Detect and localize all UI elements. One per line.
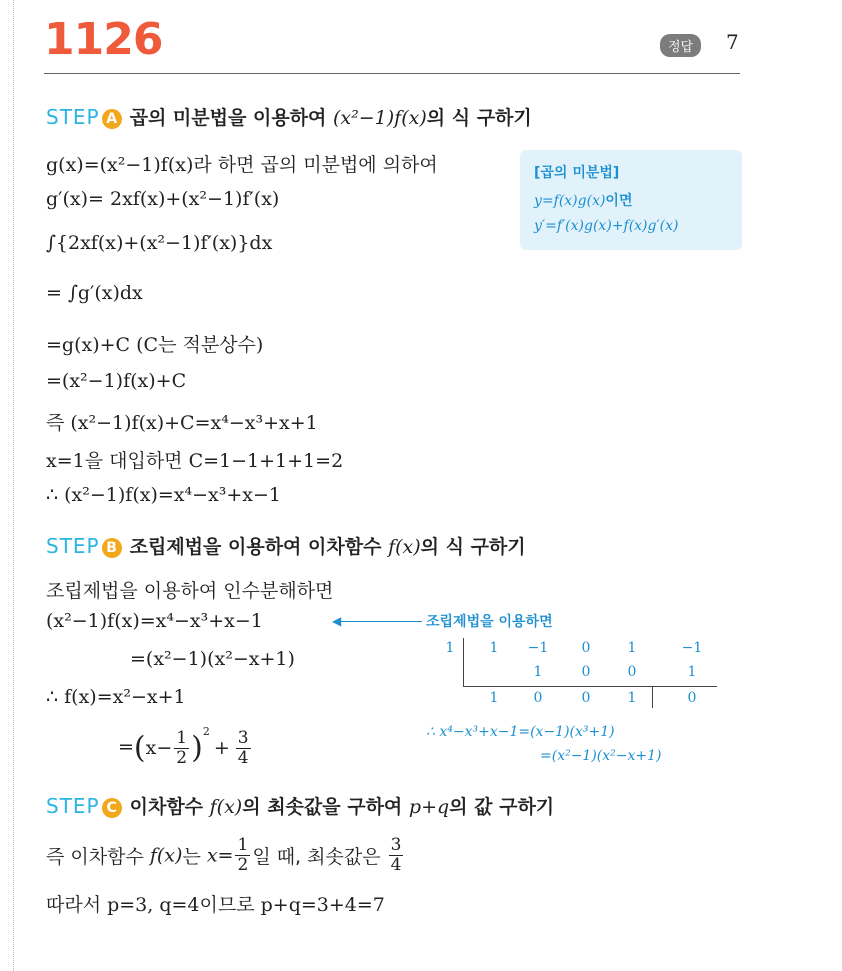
- vertex-half-fraction: [174, 729, 189, 768]
- step-b-circle: B: [102, 538, 122, 558]
- tip-line-2: y′=f′(x)g(x)+f(x)g′(x): [534, 218, 679, 234]
- vertex-left-paren: (: [133, 730, 146, 766]
- tip-title: [곱의 미분법]: [534, 165, 620, 181]
- step-a-heading: [46, 103, 532, 130]
- vertex-plus: +: [213, 737, 230, 759]
- step-a-line-3: ∫{2xf(x)+(x²−1)f′(x)}dx: [46, 232, 273, 254]
- step-b-title-math: f(x): [388, 536, 421, 558]
- syn-r1-c5: −1: [681, 640, 703, 656]
- step-c-min-fraction: [389, 836, 404, 875]
- step-c-half-num: 1: [237, 835, 249, 855]
- step-c-half-fraction: [235, 836, 250, 875]
- vertex-form: [118, 725, 253, 768]
- step-c-half-den: 2: [237, 855, 249, 875]
- vertex-const-fraction: [236, 729, 251, 768]
- step-a-line-1: g(x)=(x²−1)f(x)라 하면 곱의 미분법에 의하여: [46, 154, 438, 176]
- step-b-title-post: 의 식 구하기: [420, 536, 526, 558]
- tip-line-1-post: 이면: [605, 193, 633, 209]
- step-a-label: STEP: [46, 105, 100, 129]
- answer-value: 7: [726, 30, 739, 54]
- step-a-line-7: 즉 (x²−1)f(x)+C=x⁴−x³+x+1: [46, 412, 318, 434]
- vertex-const-den: 4: [237, 747, 249, 768]
- step-a-title-post: 의 식 구하기: [426, 107, 532, 129]
- syn-horizontal-rule: [463, 686, 717, 687]
- vertex-exponent: 2: [202, 725, 210, 738]
- syn-r3-c4: 1: [627, 690, 637, 706]
- syn-r2-c3: 0: [581, 664, 591, 680]
- step-b-line-3: =(x²−1)(x²−x+1): [130, 648, 295, 670]
- tip-line-1: [534, 190, 632, 210]
- page-margin-rule: [13, 0, 14, 971]
- step-c-title-post: 의 값 구하기: [449, 796, 555, 818]
- annotation-arrow-line: [338, 621, 422, 622]
- step-c-min-num: 3: [390, 835, 402, 855]
- syn-r2-c4: 0: [627, 664, 637, 680]
- syn-r3-c2: 0: [533, 690, 543, 706]
- syn-result-2: =(x²−1)(x²−x+1): [540, 748, 662, 764]
- vertex-half-num: 1: [176, 727, 188, 748]
- syn-r3-c5: 0: [687, 690, 697, 706]
- step-c-line-1: [46, 836, 405, 875]
- step-c-line1-math2: x=: [206, 844, 234, 867]
- step-a-line-6: =(x²−1)f(x)+C: [46, 370, 187, 392]
- syn-divisor: 1: [445, 640, 455, 656]
- step-b-line-2: (x²−1)f(x)=x⁴−x³+x−1: [46, 610, 263, 632]
- tip-line-1-math: y=f(x)g(x): [534, 193, 606, 209]
- step-c-line1-pre: 즉 이차함수: [46, 846, 150, 868]
- step-a-title-math: (x²−1)f(x): [333, 107, 427, 129]
- syn-r3-c3: 0: [581, 690, 591, 706]
- syn-r1-c3: 0: [581, 640, 591, 656]
- header-divider: [44, 73, 740, 74]
- step-c-line1-mid: 는: [182, 846, 207, 868]
- step-a-line-9: ∴ (x²−1)f(x)=x⁴−x³+x−1: [46, 484, 282, 506]
- vertex-prefix: =: [118, 736, 134, 758]
- syn-r1-c1: 1: [489, 640, 499, 656]
- annotation-arrow-head: ◀: [332, 614, 342, 628]
- step-c-title-math: f(x): [209, 796, 243, 818]
- syn-r3-c1: 1: [489, 690, 499, 706]
- step-a-title-pre: 곱의 미분법을 이용하여: [129, 107, 333, 129]
- step-b-label: STEP: [46, 534, 100, 558]
- step-b-title-pre: 조립제법을 이용하여 이차함수: [129, 536, 389, 558]
- step-c-min-den: 4: [390, 855, 402, 875]
- step-c-circle: C: [102, 798, 122, 818]
- step-b-line-1: 조립제법을 이용하여 인수분해하면: [46, 580, 334, 602]
- vertex-const-num: 3: [237, 727, 249, 748]
- step-c-line-2: 따라서 p=3, q=4이므로 p+q=3+4=7: [46, 894, 385, 916]
- syn-r1-c2: −1: [527, 640, 549, 656]
- step-c-title-mid: 의 최솟값을 구하여: [242, 796, 409, 818]
- step-c-heading: [46, 792, 554, 819]
- syn-r2-c2: 1: [533, 664, 543, 680]
- step-a-line-2: g′(x)= 2xf(x)+(x²−1)f′(x): [46, 188, 280, 210]
- vertex-half-den: 2: [176, 747, 188, 768]
- synthetic-annotation: 조립제법을 이용하면: [426, 614, 553, 630]
- step-c-line1-post: 일 때, 최솟값은: [252, 846, 387, 868]
- step-a-line-8: x=1을 대입하면 C=1−1+1+1=2: [46, 450, 344, 472]
- step-c-label: STEP: [46, 794, 100, 818]
- step-c-title-math2: p+q: [408, 796, 450, 818]
- problem-number: 1126: [44, 14, 163, 65]
- vertex-right-paren: ): [191, 730, 203, 766]
- syn-result-1: ∴ x⁴−x³+x−1=(x−1)(x³+1): [426, 724, 615, 740]
- syn-r1-c4: 1: [627, 640, 637, 656]
- vertex-inner: x−: [145, 737, 173, 759]
- step-a-line-4: = ∫g′(x)dx: [46, 282, 143, 304]
- step-b-line-4: ∴ f(x)=x²−x+1: [46, 686, 186, 708]
- syn-remainder-rule: [652, 686, 653, 708]
- step-a-circle: A: [102, 109, 122, 129]
- syn-vertical-rule: [463, 638, 464, 686]
- step-c-title-pre: 이차함수: [129, 796, 210, 818]
- step-a-line-5: =g(x)+C (C는 적분상수): [46, 334, 264, 356]
- step-c-line1-math: f(x): [149, 844, 183, 867]
- answer-badge: 정답: [660, 34, 701, 57]
- syn-r2-c5: 1: [687, 664, 697, 680]
- step-b-heading: [46, 532, 526, 559]
